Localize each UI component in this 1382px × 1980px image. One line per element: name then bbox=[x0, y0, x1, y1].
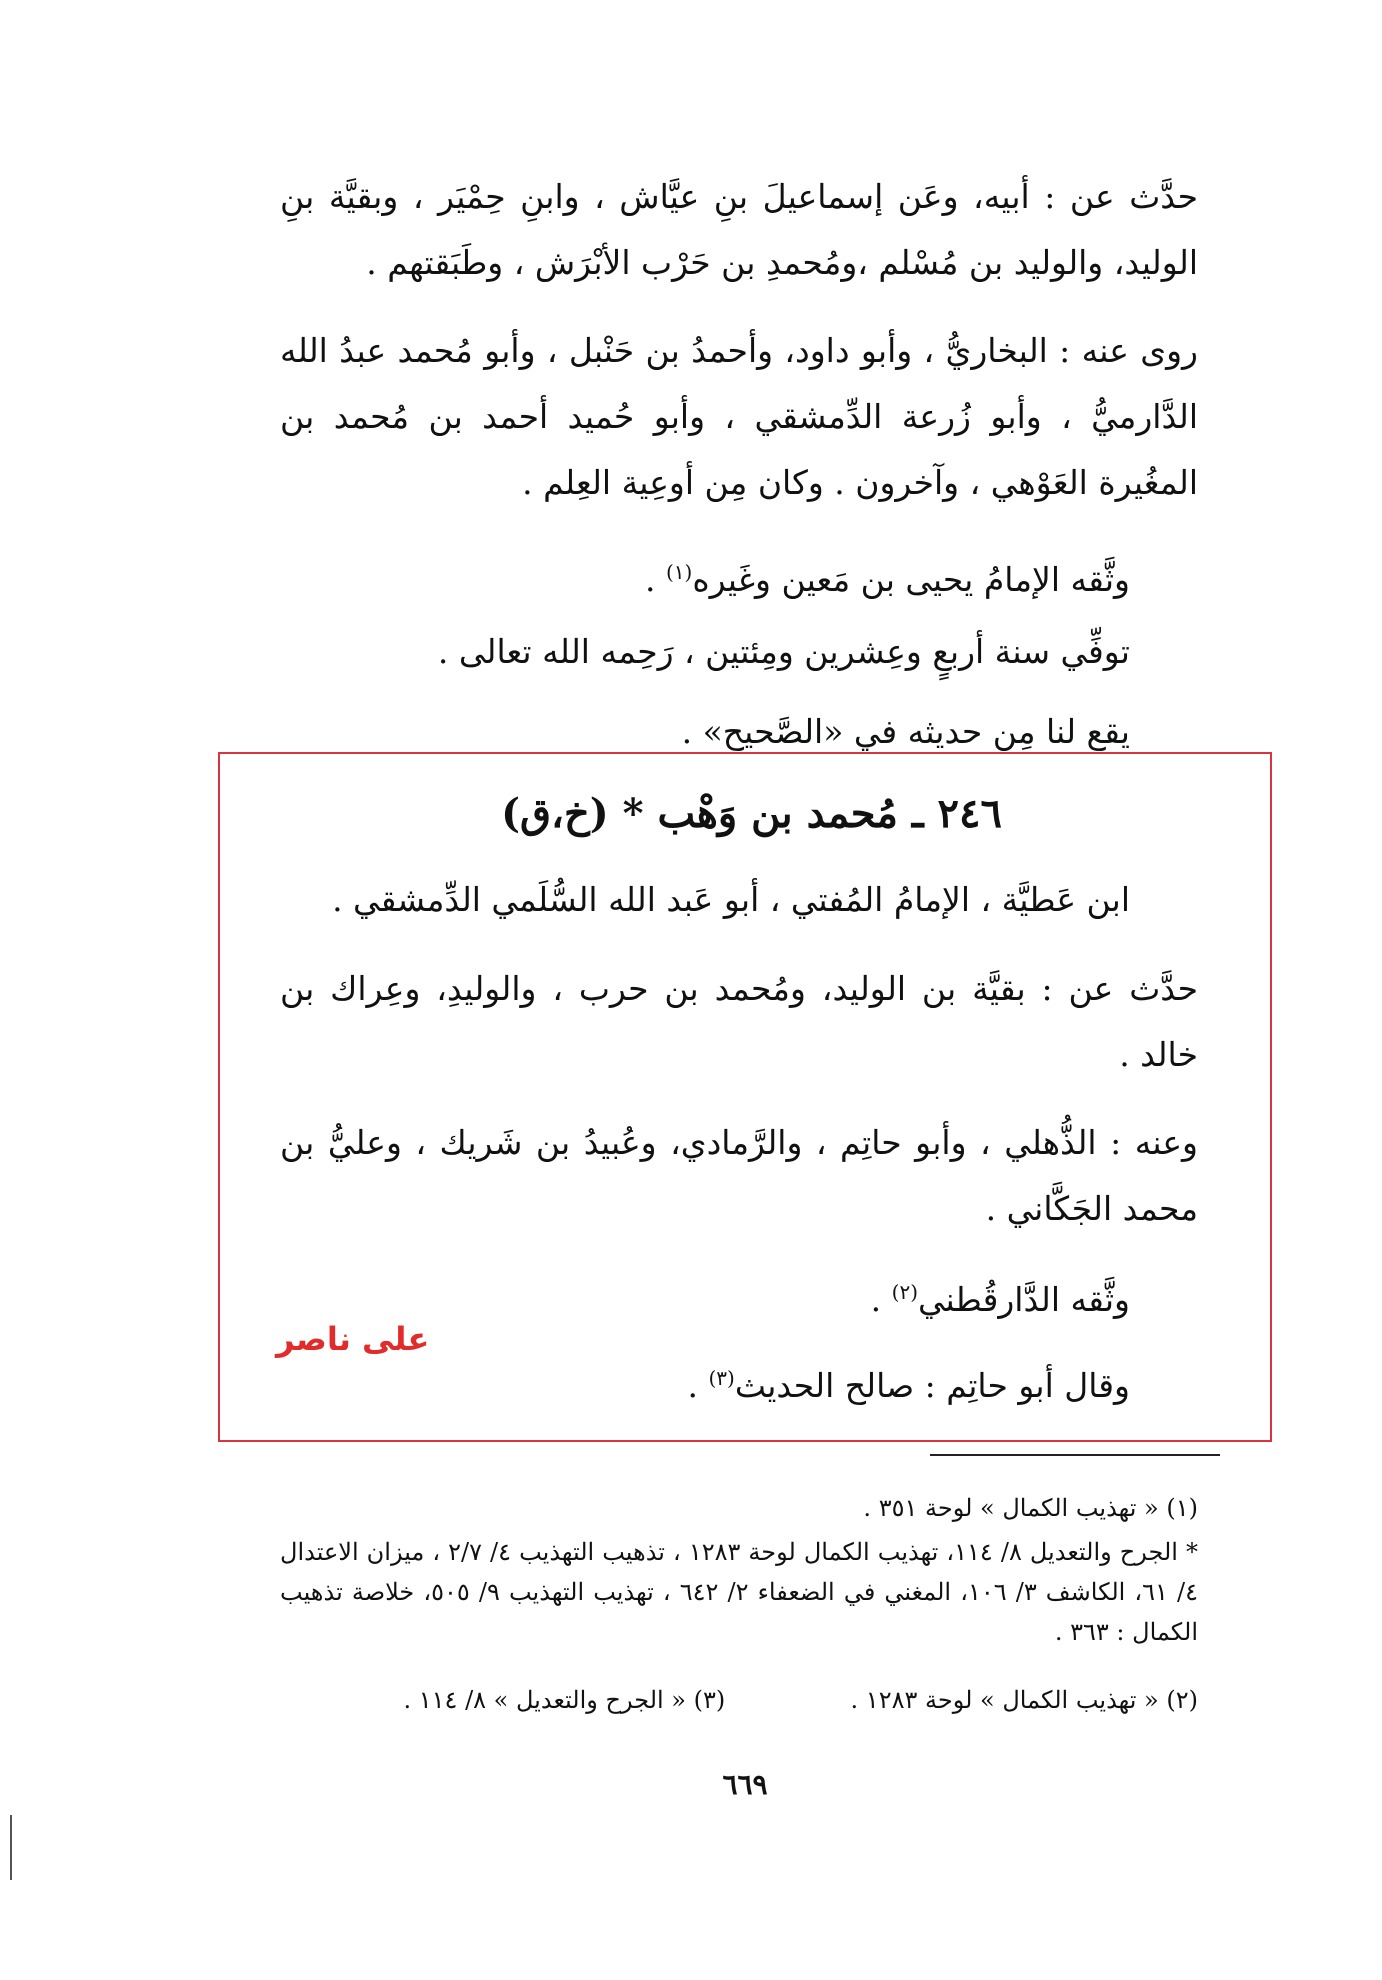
footnote-star: * الجرح والتعديل ٨/ ١١٤، تهذيب الكمال لوحة ١٢٨٣ ، تذهيب التهذيب ٤/ ٢/٧ ، ميزان الاعتدال ٤/ ٦١، الكاشف ٣/ ١٠٦، المغني في الضعفاء ٢/ ٦٤٢ ، تهذيب التهذيب ٩/ ٥٠٥، خلاصة تذهيب الكمال : ٣٦٣ . bbox=[280, 1538, 1199, 1646]
footnote-1: (١) « تهذيب الكمال » لوحة ٣٥١ . bbox=[863, 1494, 1198, 1522]
entry-teachers: حدَّث عن : بقيَّة بن الوليد، ومُحمد بن حرب ، والوليدِ، وعِراك بن خالد . bbox=[280, 969, 1198, 1074]
footnotes-2-3 bbox=[280, 1680, 1198, 1720]
prev-entry-trust bbox=[645, 542, 1130, 610]
footnote-ref-3: (٣) bbox=[708, 1366, 735, 1390]
footnote-ref-1: (١) bbox=[665, 560, 693, 584]
entry-title: ٢٤٦ ـ مُحمد بن وَهْب * (خ،ق) bbox=[501, 790, 1002, 837]
entry-trust bbox=[871, 1262, 1130, 1330]
entry-lineage: ابن عَطيَّة ، الإمامُ المُفتي ، أبو عَبد الله السُّلَمي الدِّمشقي . bbox=[332, 880, 1130, 919]
entry-trust-end: . bbox=[870, 1280, 892, 1319]
entry-abu-hatim-text: وقال أبو حاتِم : صالح الحديث bbox=[734, 1366, 1130, 1405]
prev-entry-trust-end: . bbox=[644, 560, 666, 599]
footnote-separator bbox=[930, 1454, 1220, 1456]
footnote-ref-2: (٢) bbox=[891, 1280, 919, 1304]
page-number: ٦٦٩ bbox=[722, 1768, 768, 1801]
entry-abu-hatim-end: . bbox=[687, 1366, 709, 1405]
prev-entry-students: روى عنه : البخاريُّ ، وأبو داود، وأحمدُ بن حَنْبل ، وأبو مُحمد عبدُ الله الدَّارميُّ ، وأبو زُرعة الدِّمشقي ، وأبو حُميد أحمد بن مُحمد بن المغُيرة العَوْهي ، وآخرون . وكان مِن أوعِية العِلم . bbox=[280, 331, 1198, 502]
entry-abu-hatim bbox=[687, 1348, 1130, 1416]
scan-edge-mark bbox=[10, 1815, 12, 1880]
footnote-2: (٢) « تهذيب الكمال » لوحة ١٢٨٣ . bbox=[850, 1686, 1198, 1714]
footnote-3: (٣) « الجرح والتعديل » ٨/ ١١٤ . bbox=[403, 1686, 726, 1714]
watermark-signature: على ناصر bbox=[276, 1320, 430, 1358]
entry-trust-text: وثَّقه الدَّارقُطني bbox=[918, 1280, 1130, 1319]
prev-entry-death: توفِّي سنة أربعٍ وعِشرين ومِئتين ، رَحِمه الله تعالى . bbox=[437, 632, 1130, 671]
entry-students: وعنه : الذُّهلي ، وأبو حاتِم ، والرَّمادي، وعُبيدُ بن شَريك ، وعليُّ بن محمد الجَكَّاني . bbox=[280, 1123, 1198, 1228]
prev-entry-teachers: حدَّث عن : أبيه، وعَن إسماعيلَ بنِ عيَّاش ، وابنِ حِمْيَر ، وبقيَّة بنِ الوليد، والوليد بن مُسْلم ،ومُحمدِ بن حَرْب الأبْرَش ، وطَبَقتهم . bbox=[280, 177, 1198, 282]
prev-entry-sahih: يقع لنا مِن حديثه في «الصَّحيح» . bbox=[681, 712, 1130, 751]
prev-entry-trust-text: وثَّقه الإمامُ يحيى بن مَعين وغَيره bbox=[692, 560, 1130, 599]
